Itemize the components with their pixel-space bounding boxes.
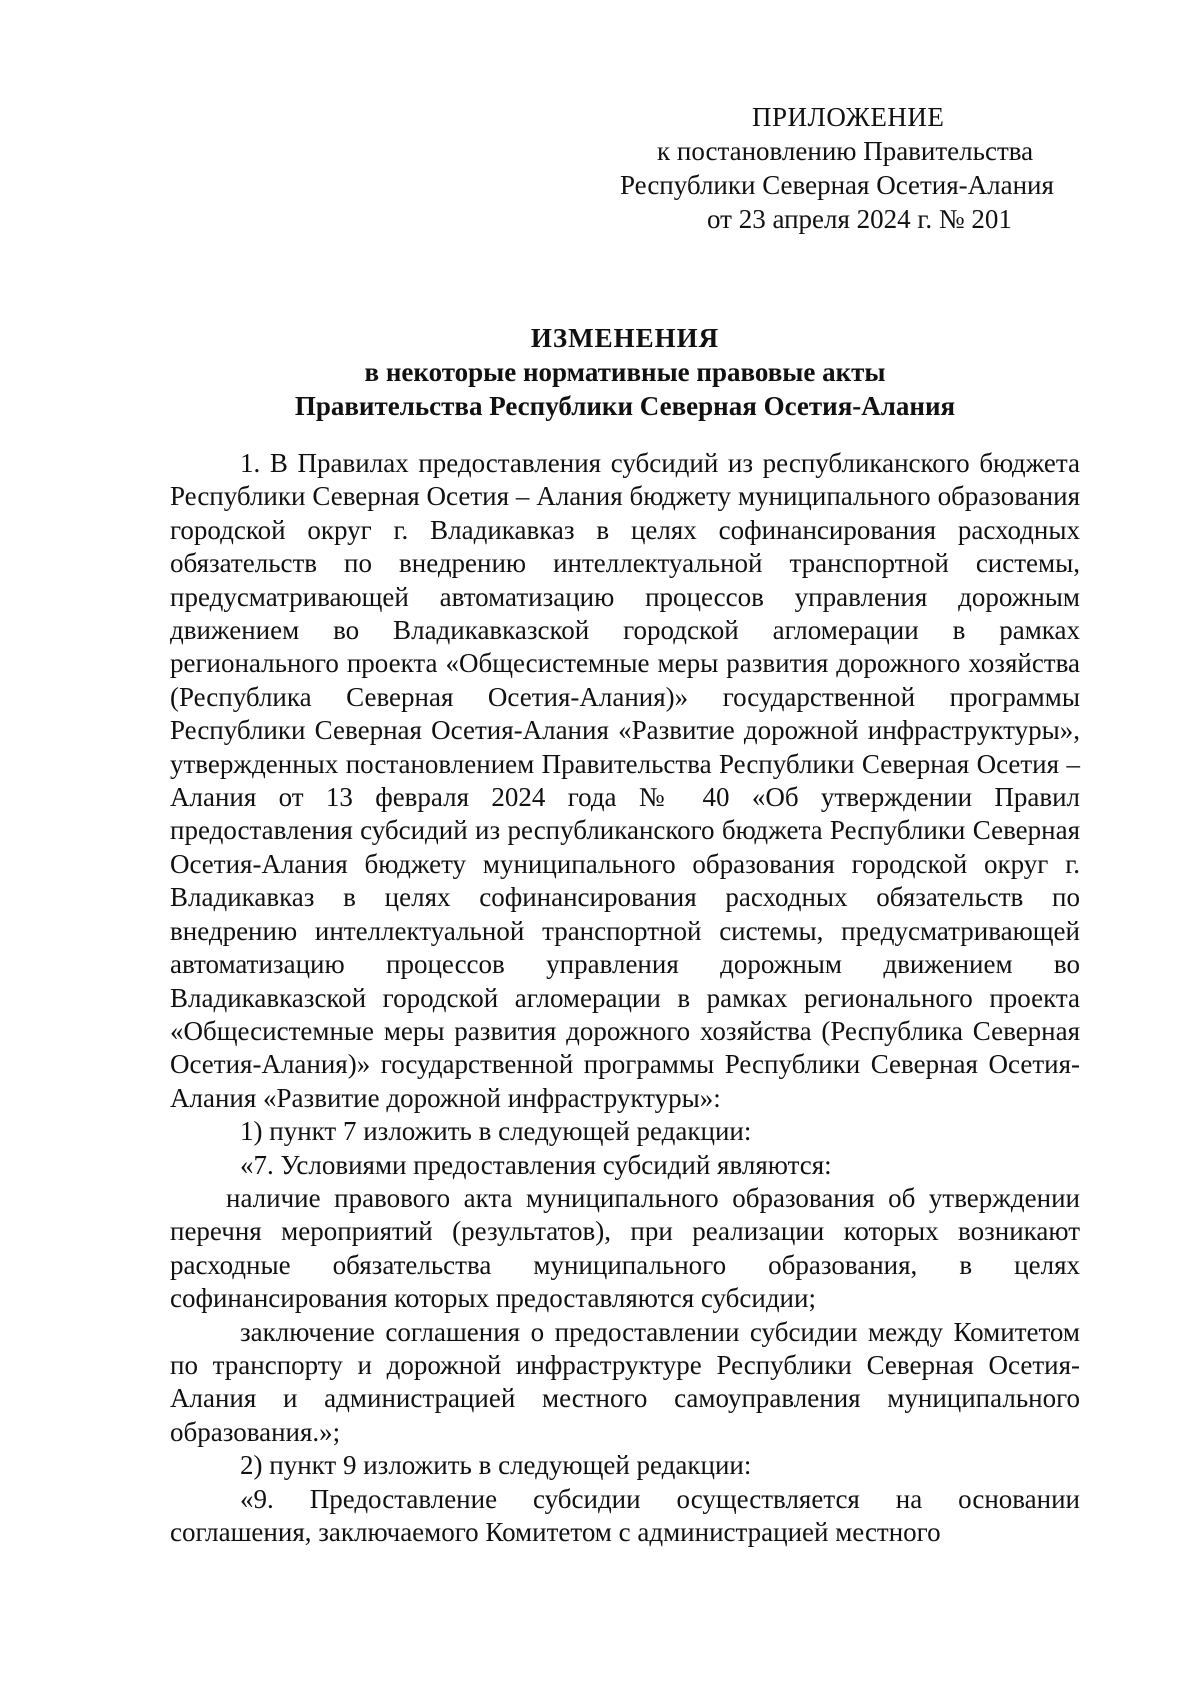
resolution-date-number: от 23 апреля 2024 г. № 201 <box>707 204 1012 234</box>
government-name: Республики Северная Осетия-Алания <box>620 170 1054 200</box>
title-main: ИЗМЕНЕНИЯ <box>530 323 720 353</box>
document-title <box>170 321 1080 423</box>
resolution-reference: к постановлению Правительства <box>657 136 1034 166</box>
document-body <box>170 447 1080 1549</box>
paragraph-item-1: 1) пункт 7 изложить в следующей редакции: <box>240 1116 752 1147</box>
appendix-heading: ПРИЛОЖЕНИЕ <box>752 102 945 132</box>
title-subtitle: в некоторые нормативные правовые акты <box>364 357 886 387</box>
paragraph-clause-7: «7. Условиями предоставления субсидий являются: <box>240 1149 832 1180</box>
approval-stamp <box>620 100 1080 236</box>
paragraph-1: 1. В Правилах предоставления субсидий из республиканского бюджета Республики Северная Осетия – Алания бюджету муниципального образования городской округ г. Владикавказ в целях софинансирования расходных обязательств по внедрению интеллектуальной транспортной системы, предусматривающей автоматизацию процессов управления дорожным движением во Владикавказской городской агломерации в рамках регионального проекта «Общесистемные меры развития дорожного хозяйства (Республика Северная Осетия-Алания)» государственной программы Республики Северная Осетия-Алания «Развитие дорожной инфраструктуры», утвержденных постановлением Правительства Республики Северная Осетия – Алания от 13 февраля 2024 года № 40 «Об утверждении Правил предоставления субсидий из республиканского бюджета Республики Северная Осетия-Алания бюджету муниципального образования городской округ г. Владикавказ в целях софинансирования расходных обязательств по внедрению интеллектуальной транспортной системы, предусматривающей автоматизацию процессов управления дорожным движением во Владикавказской городской агломерации в рамках регионального проекта «Общесистемные меры развития дорожного хозяйства (Республика Северная Осетия-Алания)» государственной программы Республики Северная Осетия-Алания «Развитие дорожной инфраструктуры»: <box>170 448 1080 1113</box>
paragraph-condition-2: заключение соглашения о предоставлении субсидии между Комитетом по транспорту и дорожной инфраструктуре Республики Северная Осетия-Алания и администрацией местного самоуправления муниципального образования.»; <box>170 1316 1080 1447</box>
title-subtitle-2: Правительства Республики Северная Осетия-Алания <box>294 391 956 421</box>
paragraph-condition-1: наличие правового акта муниципального образования об утверждении перечня мероприятий (результатов), при реализации которых возникают расходные обязательства муниципального образования, в целях софинансирования которых предоставляются субсидии; <box>170 1182 1080 1314</box>
paragraph-clause-9: «9. Предоставление субсидии осуществляется на основании соглашения, заключаемого Комитетом с администрацией местного <box>170 1483 1080 1547</box>
paragraph-item-2: 2) пункт 9 изложить в следующей редакции: <box>240 1450 752 1481</box>
